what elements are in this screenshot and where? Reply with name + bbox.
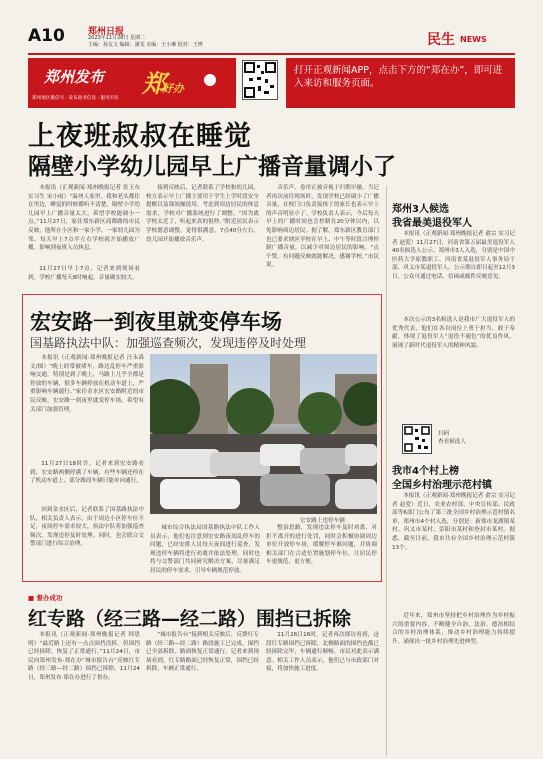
photo-caption: 宏安路上违停车辆 [300, 518, 345, 524]
story-2-subhead: 国基路执法中队：加强巡查频次，发现违停及时处理 [30, 336, 307, 350]
header-rule [28, 53, 515, 55]
story-3-column-2: “城市报告台”接到相关反映后，反馈红专路（经三路—经二路）路段施工已完成，围挡已全部拆除，路面恢复正常通行。记者来到现场看到，红专路路面已经恢复正常，围挡已经拆除，车辆正常通行。 [146, 632, 259, 673]
sidebar-1-body: 本报讯（正观新闻·郑州晚报记者 俞宗 实习记者 赵爱）11月27日，河南省第五届最美退役军人40名候选人公示。郑州市3人入选，分别是中国中医药大学原教职工、河南省某退役军人事务局干部、巩义市某退役军人。公示期自即日起至12月3日，公众可通过电话、信函或邮件反映意见。 [392, 231, 515, 280]
speech-badge-icon [204, 74, 216, 86]
section-title: 民生 [427, 32, 455, 48]
story-2-column-1c: 回到金水区后，记者联系了国基路执法中队，相关负责人表示，由于周边小区停车位不足，夜间停车需求较大，执法中队将加强巡查频次，发现违停及时处理。同时，也会联合交警部门进行综合治理。 [30, 507, 144, 548]
sidebar-1-headline-line-2: 我省最美退役军人 [392, 218, 472, 229]
app-promo-text: 打开正观新闻APP，点击下方的“郑在办”，即可进入来访和服务页面。 [294, 65, 503, 89]
headline-1-line-1: 上夜班叔叔在睡觉 [28, 121, 252, 152]
story-3-headline: 红专路（经三路—经二路）围挡已拆除 [28, 608, 352, 630]
sidebar-1-headline-line-1: 郑州3人候选 [392, 204, 449, 215]
story-2-column-1: 本报讯（正观新闻·郑州晚报记者 汪永森 文/图）“晚上经常被堵车，路边乱停车严重影响交通，特别是到了晚上，马路上几乎全都是停放的车辆，很多车辆停放在机动车道上，严重影响车辆通行。”家住金水区宏安路附近的市民反映，宏安路一到夜里就变停车场，希望有关部门加强管理。 [30, 355, 144, 413]
newspaper-logo: 郑州日报 [88, 27, 125, 37]
sidebar-divider [386, 186, 387, 756]
editors-line: 主编：孙友文 编辑：潘雯 美编：王小琳 校对：王博 [88, 42, 203, 48]
story-2-column-1b: 11月27日18时许，记者来到宏安路看到，宏安路两侧停满了车辆，有些车辆还停在了机动车道上，部分路段车辆只能单向通行。 [30, 461, 144, 485]
story-1-column-1: 本报讯（正观新闻·郑州晚报记者 张玉东 实习生 宋小雨）“温州人家里，我和老头都住在里边，睡觉的时候都听不清楚，隔壁小学幼儿园早上广播音量太大，希望学校能调小一点。”11月27日，家住郑东新区商都路的市民反映，他所在小区和一家小学、一家幼儿园为邻，每天早上7点半左右学校就开始播放广播，影响到夜班人员休息。 [28, 185, 140, 252]
story-3-tag: ■ 督办成功 [28, 594, 63, 602]
app-promo-box [286, 58, 515, 108]
sidebar-qr-code-icon [402, 424, 432, 454]
sidebar-2-headline-line-2: 全国乡村治理示范村镇 [392, 480, 492, 491]
story-1-column-1b: 11月27日早上7点，记者来到现场看到，学校广播每天8时响起，音量确实较大。 [28, 266, 140, 281]
masthead [28, 24, 515, 50]
sidebar-2-headline-line-1: 我市4个村上榜 [392, 466, 459, 477]
brand-block [28, 58, 236, 108]
story-2-column-2: 城市综合执法局国基路执法中队工作人员表示，他们也注意到宏安路夜间乱停车的问题，已经安排人员每天夜间进行巡查，发现违停车辆将进行劝离并依法处理，同时也将与交警部门共同研究解决方案，尽量满足居民的停车需求，引导车辆规范停放。 [150, 525, 260, 574]
story-3-column-1: 本报讯（正观新闻·郑州晚报记者 韩思明）“最近路上还有一点点围挡没拆，但围挡已经拆除，恢复了正常通行。”11月24日，市民向郑州发布·郑在办“城市报告台”反映红专路（经三路—经二路）围挡已拆除。11月24日，郑州发布·郑在办进行了督办。 [28, 632, 140, 681]
story-3-column-3: 11月26日16时，记者再次探访看到，这段红专路围挡已拆除，北侧路面的围挡也都已经拆除完毕，车辆通行顺畅，市民对此表示满意。相关工作人员表示，他们已与市政部门对接，将加快施工进度。 [266, 632, 379, 673]
zhengzaiban-logo: 郑 好办 [142, 70, 184, 98]
headline-1-line-2: 隔壁小学幼儿园早上广播音量调小了 [28, 153, 396, 180]
story-1-column-2: 接到反映后，记者联系了学校和幼儿园，校方表示早上广播主要用于学生上学时段安全提醒以及课间操使用，考虑到周边居民的休息需求，学校对广播系统进行了调整。“因为离学校太近了，听起来真的很吵。”附近居民表示学校愿意调整，觉得很满意。7点40分左右，幼儿园开始播放音乐声。 [146, 185, 259, 243]
page-number: A10 [28, 26, 65, 46]
issue-date: 2023年11月28日 星期二 [88, 35, 146, 41]
sidebar-2-body: 本报讯（正观新闻·郑州晚报记者 俞宗 实习记者 赵爱）近日，农业农村部、中央宣传部、民政部等6部门公布了第三批全国乡村治理示范村镇名单，郑州市4个村入选，分别是：新郑市龙湖镇某村、巩义市某村、荥阳市某村和登封市某村。据悉，截至目前，我市共有全国乡村治理示范村镇13个。 [392, 493, 515, 551]
promo-banner [28, 58, 515, 108]
story-2-column-3: 整治思路，发现违法停车及时劝离，对拒不离开的进行处罚，同时会积极协调周边单位开放停车场，缓解停车难问题，并协调相关部门在合适位置施划停车位，让居民停车更规范、更方便。 [266, 525, 377, 566]
sidebar-2-body-2: 近年来，郑州市坚持把乡村治理作为乡村振兴的重要内容，不断健全自治、法治、德治相结合的乡村治理体系，推动乡村治理能力持续提升，涌现出一批乡村治理先进典型。 [392, 613, 515, 645]
sidebar-qr-label: 扫码 查看候选人 [438, 431, 466, 445]
story-1-column-3: 音乐声，卷帘正被音视于归期早操，当记者再次前往现场时，发现学校已经调小了广播音量，在校门口负责接孩子的家长也表示早上的声音明显小了。学校负责人表示，今后每天早上的广播时间也会控制在20分钟以内，以免影响周边居民。据了解，郑东新区教育部门也已要求辖区学校在早上、中午等时段合理控制广播音量，以减少对周边居民的影响。“点个赞，有问题反映就能解决，感谢学校。”市民说。 [266, 185, 379, 269]
qr-code-icon [242, 60, 278, 100]
brand-title: 郑州发布 [44, 68, 105, 86]
story-2-photo [150, 354, 377, 514]
section-en: NEWS [460, 35, 487, 44]
sidebar-1-body-2: 本次公示的3名候选人是我市广大退役军人的优秀代表，他们在各自岗位上勇于担当、敢于奉献，体现了退役军人“退役不褪色”的优良作风，展现了新时代退役军人的精神风貌。 [392, 317, 515, 349]
brand-subtitle: 郑州地区微信号 · 发布政务信息 · 服务市民 [32, 96, 119, 101]
story-2-headline: 宏安路一到夜里就变停车场 [30, 309, 282, 334]
